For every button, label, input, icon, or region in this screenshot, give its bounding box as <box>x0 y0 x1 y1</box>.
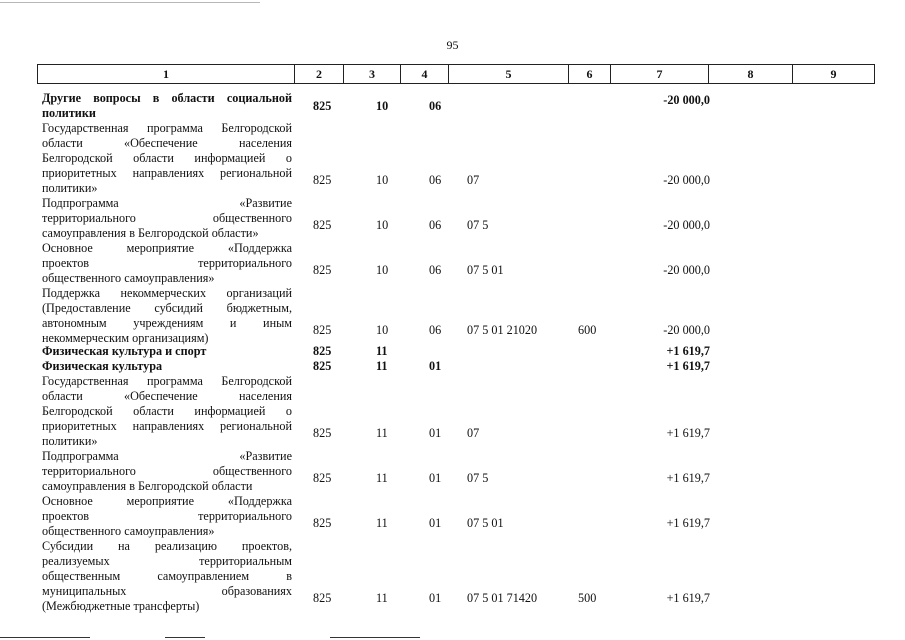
subsection-code: 06 <box>429 263 442 277</box>
expense-type-code: 500 <box>578 591 597 605</box>
scan-edge-line <box>165 637 205 638</box>
description-line: Физическая культура и спорт <box>42 344 207 358</box>
target-article-code: 07 <box>467 426 480 440</box>
ministry-code: 825 <box>313 263 332 277</box>
subsection-code: 01 <box>429 359 442 373</box>
description-line: территориального общественного <box>42 464 292 478</box>
description-line: самоуправления в Белгородской области <box>42 479 253 493</box>
ministry-code: 825 <box>313 323 332 337</box>
amount: -20 000,0 <box>663 218 710 232</box>
description-line: Поддержка некоммерческих организаций <box>42 286 292 300</box>
row-description <box>42 359 292 374</box>
column-header-3: 3 <box>343 65 400 83</box>
description-line: реализуемых территориальным <box>42 554 292 568</box>
description-line: политики <box>42 106 96 120</box>
description-line: области «Обеспечение населения <box>42 136 292 150</box>
amount: +1 619,7 <box>666 344 710 358</box>
ministry-code: 825 <box>313 359 332 373</box>
description-line: территориального общественного <box>42 211 292 225</box>
column-header-7: 7 <box>610 65 708 83</box>
row-description <box>42 286 292 346</box>
section-code: 11 <box>376 516 388 530</box>
target-article-code: 07 5 <box>467 218 489 232</box>
amount: -20 000,0 <box>663 173 710 187</box>
description-line: проектов территориального <box>42 256 292 270</box>
description-line: Белгородской области информацией о <box>42 404 292 418</box>
row-description <box>42 196 292 241</box>
expense-type-code: 600 <box>578 323 597 337</box>
scan-edge-line <box>0 637 90 638</box>
subsection-code: 01 <box>429 426 442 440</box>
ministry-code: 825 <box>313 344 332 358</box>
description-line: Государственная программа Белгородской <box>42 121 292 135</box>
scan-edge-line <box>330 637 420 638</box>
column-header-4: 4 <box>400 65 448 83</box>
subsection-code: 06 <box>429 323 442 337</box>
description-line: муниципальных образованиях <box>42 584 292 598</box>
description-line: Подпрограмма «Развитие <box>42 449 292 463</box>
row-description <box>42 374 292 449</box>
description-line: общественного самоуправления» <box>42 271 215 285</box>
description-line: автономным учреждениям и иным <box>42 316 292 330</box>
amount: +1 619,7 <box>666 471 710 485</box>
target-article-code: 07 5 01 <box>467 516 504 530</box>
page-number: 95 <box>446 38 459 52</box>
description-line: политики» <box>42 181 98 195</box>
description-line: области «Обеспечение населения <box>42 389 292 403</box>
column-header-6: 6 <box>568 65 610 83</box>
subsection-code: 06 <box>429 99 442 113</box>
target-article-code: 07 5 01 21020 <box>467 323 538 337</box>
table-header <box>37 64 875 84</box>
ministry-code: 825 <box>313 516 332 530</box>
column-header-8: 8 <box>708 65 792 83</box>
description-line: Основное мероприятие «Поддержка <box>42 494 292 508</box>
amount: -20 000,0 <box>663 263 710 277</box>
target-article-code: 07 5 <box>467 471 489 485</box>
section-code: 11 <box>376 591 388 605</box>
description-line: Физическая культура <box>42 359 163 373</box>
ministry-code: 825 <box>313 99 332 113</box>
column-header-9: 9 <box>792 65 874 83</box>
amount: +1 619,7 <box>666 516 710 530</box>
ministry-code: 825 <box>313 173 332 187</box>
description-line: приоритетных направлениях региональной <box>42 419 292 433</box>
description-line: некоммерческим организациям) <box>42 331 209 345</box>
section-code: 10 <box>376 218 389 232</box>
description-line: самоуправления в Белгородской области» <box>42 226 259 240</box>
column-header-2: 2 <box>294 65 343 83</box>
section-code: 10 <box>376 173 389 187</box>
description-line: Основное мероприятие «Поддержка <box>42 241 292 255</box>
amount: +1 619,7 <box>666 426 710 440</box>
description-line: политики» <box>42 434 98 448</box>
description-line: общественным самоуправлением в <box>42 569 292 583</box>
amount: +1 619,7 <box>666 359 710 373</box>
section-code: 11 <box>376 426 388 440</box>
ministry-code: 825 <box>313 471 332 485</box>
subsection-code: 01 <box>429 516 442 530</box>
subsection-code: 01 <box>429 591 442 605</box>
section-code: 11 <box>376 471 388 485</box>
description-line: Подпрограмма «Развитие <box>42 196 292 210</box>
column-header-1: 1 <box>163 67 169 81</box>
subsection-code: 01 <box>429 471 442 485</box>
description-line: приоритетных направлениях региональной <box>42 166 292 180</box>
scan-edge-line <box>0 2 260 3</box>
description-line: Субсидии на реализацию проектов, <box>42 539 292 553</box>
row-description <box>42 241 292 286</box>
amount: -20 000,0 <box>663 323 710 337</box>
section-code: 10 <box>376 263 389 277</box>
subsection-code: 06 <box>429 173 442 187</box>
section-code: 10 <box>376 99 389 113</box>
row-description <box>42 344 292 359</box>
target-article-code: 07 5 01 71420 <box>467 591 538 605</box>
row-description <box>42 449 292 494</box>
ministry-code: 825 <box>313 426 332 440</box>
column-header-5: 5 <box>448 65 568 83</box>
target-article-code: 07 <box>467 173 480 187</box>
section-code: 10 <box>376 323 389 337</box>
section-code: 11 <box>376 359 388 373</box>
description-line: Государственная программа Белгородской <box>42 374 292 388</box>
row-description <box>42 539 292 614</box>
description-line: (Предоставление субсидий бюджетным, <box>42 301 292 315</box>
description-line: (Межбюджетные трансферты) <box>42 599 200 613</box>
description-line: Белгородской области информацией о <box>42 151 292 165</box>
description-line: проектов территориального <box>42 509 292 523</box>
description-line: Другие вопросы в области социальной <box>42 91 292 105</box>
subsection-code: 06 <box>429 218 442 232</box>
amount: +1 619,7 <box>666 591 710 605</box>
ministry-code: 825 <box>313 218 332 232</box>
ministry-code: 825 <box>313 591 332 605</box>
target-article-code: 07 5 01 <box>467 263 504 277</box>
description-line: общественного самоуправления» <box>42 524 215 538</box>
row-description <box>42 494 292 539</box>
row-description <box>42 121 292 196</box>
row-description <box>42 91 292 121</box>
amount: -20 000,0 <box>663 93 710 107</box>
section-code: 11 <box>376 344 388 358</box>
